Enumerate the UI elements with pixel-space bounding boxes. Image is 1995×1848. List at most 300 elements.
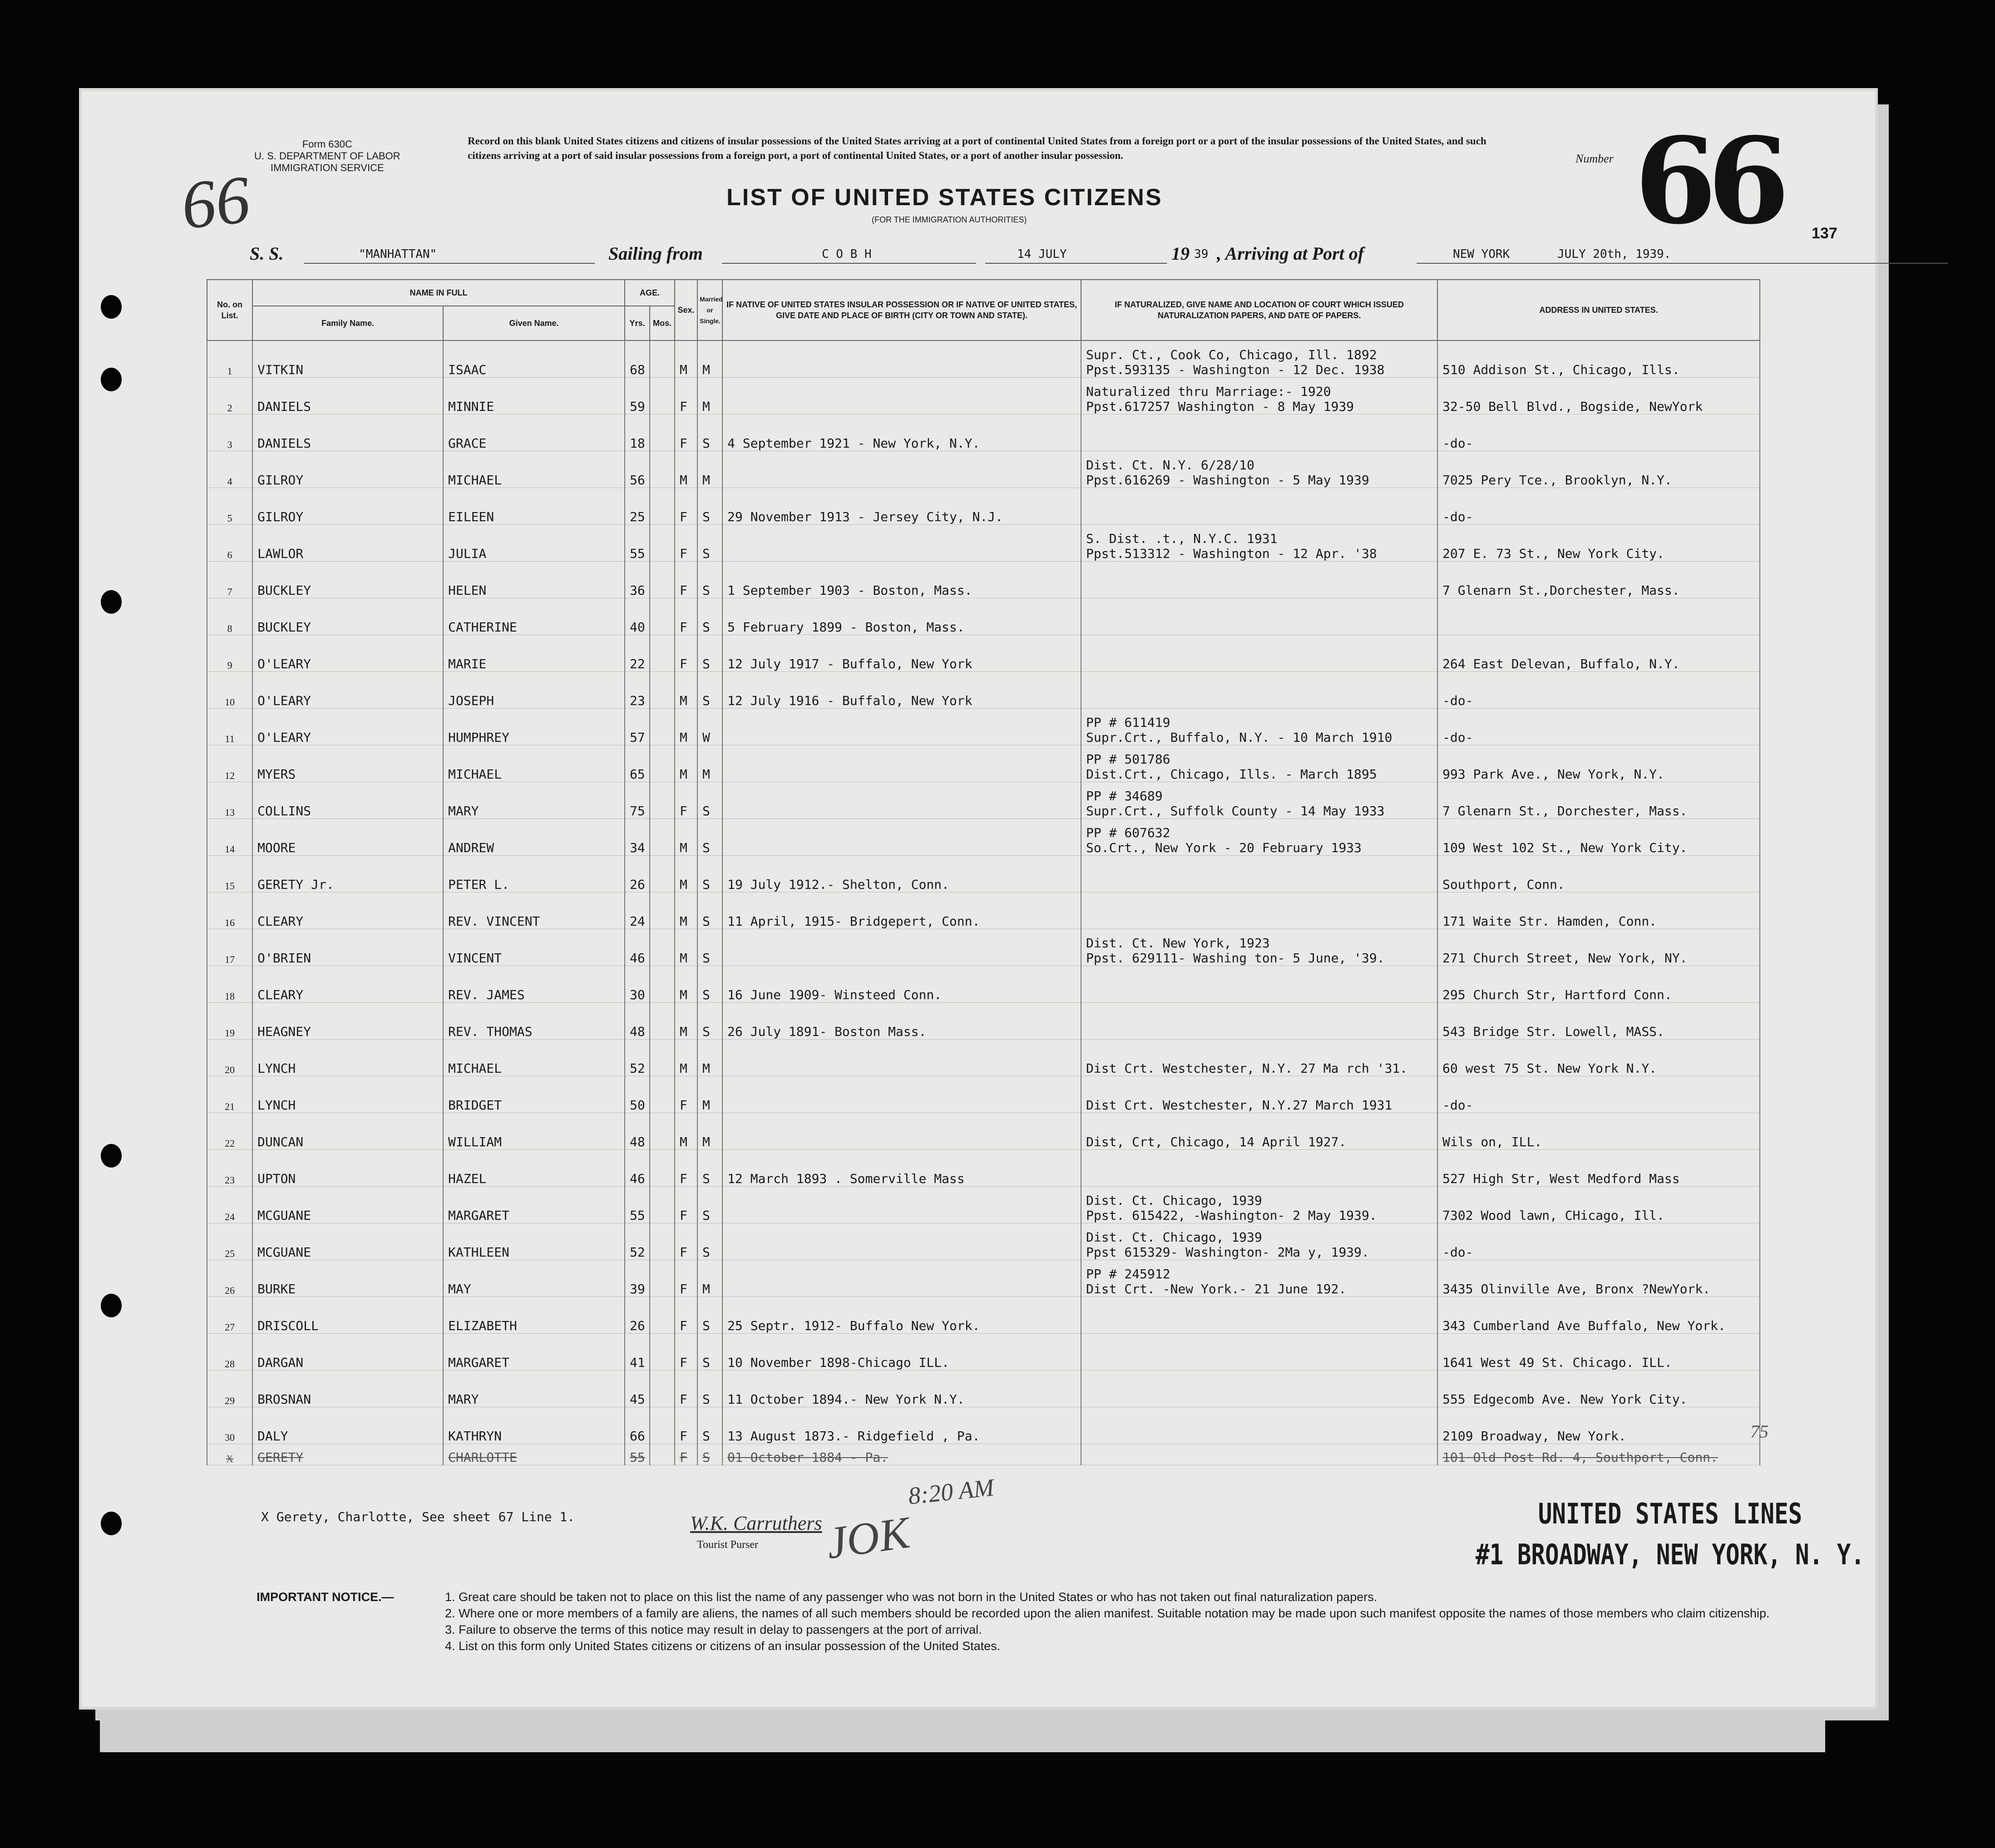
given-name: HELEN <box>443 562 625 598</box>
year-prefix: 19 <box>1171 243 1190 264</box>
age-months <box>650 782 675 819</box>
address: 7025 Pery Tce., Brooklyn, N.Y. <box>1437 451 1760 488</box>
naturalization-info <box>1081 340 1437 378</box>
naturalization-line-1: PP # 34689 <box>1086 788 1163 803</box>
family-name: BROSNAN <box>252 1370 443 1407</box>
table-row <box>207 1370 1760 1407</box>
birth-info <box>722 745 1081 782</box>
sex: M <box>675 966 697 1003</box>
arriving-label: , Arriving at Port of <box>1217 243 1364 264</box>
married-single: M <box>697 451 722 488</box>
binder-hole <box>101 590 122 614</box>
birth-info <box>722 709 1081 745</box>
table-row <box>207 1150 1760 1187</box>
birth-info: 19 July 1912.- Shelton, Conn. <box>722 856 1081 892</box>
sex: F <box>675 1187 697 1223</box>
naturalization-info <box>1081 598 1437 635</box>
given-name: MICHAEL <box>443 451 625 488</box>
naturalization-info <box>1081 378 1437 414</box>
married-single: S <box>697 856 722 892</box>
age-months <box>650 892 675 929</box>
family-name: CLEARY <box>252 966 443 1003</box>
family-name: VITKIN <box>252 340 443 378</box>
given-name: MICHAEL <box>443 1040 625 1076</box>
row-number: 24 <box>207 1187 252 1223</box>
table-row <box>207 929 1760 966</box>
married-single: S <box>697 819 722 856</box>
table-row <box>207 856 1760 892</box>
given-name: CATHERINE <box>443 598 625 635</box>
age-years: 55 <box>625 525 650 562</box>
age-months <box>650 1187 675 1223</box>
birth-info: 4 September 1921 - New York, N.Y. <box>722 414 1081 451</box>
sex: M <box>675 819 697 856</box>
given-name: MINNIE <box>443 378 625 414</box>
family-name: O'LEARY <box>252 635 443 672</box>
married-single: S <box>697 892 722 929</box>
birth-info: 26 July 1891- Boston Mass. <box>722 1003 1081 1040</box>
table-row <box>207 709 1760 745</box>
sex: M <box>675 672 697 709</box>
naturalization-line-2: Ppst. 629111- Washing ton- 5 June, '39. <box>1086 951 1385 966</box>
family-name: DRISCOLL <box>252 1297 443 1334</box>
table-row <box>207 1187 1760 1223</box>
married-single: S <box>697 488 722 525</box>
page-subtitle: (FOR THE IMMIGRATION AUTHORITIES) <box>872 215 1027 224</box>
sex: F <box>675 378 697 414</box>
birth-info <box>722 819 1081 856</box>
naturalization-line-1: Dist. Ct. New York, 1923 <box>1086 936 1270 951</box>
binder-hole <box>101 1294 122 1317</box>
notice-item: 1. Great care should be taken not to place on this list the name of any passenger who was not born in the United States or who has not taken out final naturalization papers. <box>445 1590 1378 1604</box>
naturalization-info <box>1081 856 1437 892</box>
address: 171 Waite Str. Hamden, Conn. <box>1437 892 1760 929</box>
birth-info <box>722 451 1081 488</box>
age-years: 68 <box>625 340 650 378</box>
row-number: 23 <box>207 1150 252 1187</box>
address: 510 Addison St., Chicago, Ills. <box>1437 340 1760 378</box>
family-name: BURKE <box>252 1260 443 1297</box>
table-row <box>207 1297 1760 1334</box>
naturalization-line-2: Ppst.593135 - Washington - 12 Dec. 1938 <box>1086 362 1385 377</box>
married-single: M <box>697 340 722 378</box>
family-name: LAWLOR <box>252 525 443 562</box>
naturalization-info <box>1081 966 1437 1003</box>
sex: F <box>675 1407 697 1444</box>
age-months <box>650 1260 675 1297</box>
table-row <box>207 562 1760 598</box>
sex: M <box>675 856 697 892</box>
ship-name: "MANHATTAN" <box>359 247 437 261</box>
table-row <box>207 1223 1760 1260</box>
given-name: PETER L. <box>443 856 625 892</box>
age-years: 41 <box>625 1334 650 1370</box>
given-name: ELIZABETH <box>443 1297 625 1334</box>
married-single: S <box>697 672 722 709</box>
family-name: CLEARY <box>252 892 443 929</box>
col-name-in-full: NAME IN FULL <box>252 280 625 306</box>
initials: JOK <box>823 1507 913 1569</box>
naturalization-line-2: Dist Crt. Westchester, N.Y. 27 Ma rch '31. <box>1086 1061 1408 1076</box>
birth-info: 1 September 1903 - Boston, Mass. <box>722 562 1081 598</box>
given-name: HUMPHREY <box>443 709 625 745</box>
naturalization-info <box>1081 1003 1437 1040</box>
age-months <box>650 562 675 598</box>
address: 207 E. 73 St., New York City. <box>1437 525 1760 562</box>
table-row <box>207 1260 1760 1297</box>
sex: F <box>675 782 697 819</box>
age-months <box>650 819 675 856</box>
birth-info <box>722 782 1081 819</box>
given-name: GRACE <box>443 414 625 451</box>
age-years: 52 <box>625 1040 650 1076</box>
age-months <box>650 856 675 892</box>
naturalization-info <box>1081 1223 1437 1260</box>
age-months <box>650 1223 675 1260</box>
family-name: DARGAN <box>252 1334 443 1370</box>
naturalization-info <box>1081 1040 1437 1076</box>
address: -do- <box>1437 414 1760 451</box>
table-row <box>207 378 1760 414</box>
row-number: 18 <box>207 966 252 1003</box>
naturalization-line-2: Dist, Crt, Chicago, 14 April 1927. <box>1086 1134 1347 1149</box>
age-months <box>650 1444 675 1465</box>
family-name: MOORE <box>252 819 443 856</box>
married-single: S <box>697 966 722 1003</box>
naturalization-info <box>1081 1407 1437 1444</box>
sheet-number: 66 <box>1635 112 1781 251</box>
age-months <box>650 635 675 672</box>
married-single: W <box>697 709 722 745</box>
sequence-number: 137 <box>1812 225 1837 242</box>
given-name: REV. VINCENT <box>443 892 625 929</box>
col-family: Family Name. <box>252 306 443 340</box>
row-number: 25 <box>207 1223 252 1260</box>
given-name: VINCENT <box>443 929 625 966</box>
age-years: 26 <box>625 856 650 892</box>
address: 109 West 102 St., New York City. <box>1437 819 1760 856</box>
naturalization-line-1: S. Dist. .t., N.Y.C. 1931 <box>1086 531 1278 546</box>
married-single: S <box>697 1003 722 1040</box>
naturalization-info <box>1081 562 1437 598</box>
given-name: REV. THOMAS <box>443 1003 625 1040</box>
age-months <box>650 451 675 488</box>
age-months <box>650 414 675 451</box>
row-number: 5 <box>207 488 252 525</box>
naturalization-info <box>1081 929 1437 966</box>
family-name: GILROY <box>252 488 443 525</box>
given-name: EILEEN <box>443 488 625 525</box>
address: -do- <box>1437 1076 1760 1113</box>
given-name: ISAAC <box>443 340 625 378</box>
row-number: 6 <box>207 525 252 562</box>
table-row <box>207 745 1760 782</box>
port-to: NEW YORK <box>1453 247 1510 261</box>
age-years: 56 <box>625 451 650 488</box>
table-row <box>207 340 1760 378</box>
sex: M <box>675 892 697 929</box>
sex: F <box>675 488 697 525</box>
table-row <box>207 1407 1760 1444</box>
binder-hole <box>101 1512 122 1535</box>
address: 1641 West 49 St. Chicago. ILL. <box>1437 1334 1760 1370</box>
age-months <box>650 929 675 966</box>
naturalization-line-1: Dist. Ct. N.Y. 6/28/10 <box>1086 458 1254 473</box>
table-row <box>207 782 1760 819</box>
notice-heading: IMPORTANT NOTICE.— <box>257 1590 394 1604</box>
age-years: 45 <box>625 1370 650 1407</box>
col-naturalized: IF NATURALIZED, GIVE NAME AND LOCATION OF COURT WHICH ISSUED NATURALIZATION PAPERS, AND DATE OF PAPERS. <box>1081 280 1437 340</box>
row-number: 19 <box>207 1003 252 1040</box>
sex: M <box>675 929 697 966</box>
naturalization-info <box>1081 1260 1437 1297</box>
table-row <box>207 966 1760 1003</box>
birth-info <box>722 1040 1081 1076</box>
sex: F <box>675 414 697 451</box>
sex: M <box>675 745 697 782</box>
naturalization-info <box>1081 1076 1437 1113</box>
birth-info: 01 October 1884 - Pa. <box>722 1444 1081 1465</box>
birth-info <box>722 525 1081 562</box>
table-row <box>207 598 1760 635</box>
birth-info: 25 Septr. 1912- Buffalo New York. <box>722 1297 1081 1334</box>
given-name: KATHRYN <box>443 1407 625 1444</box>
row-number: 14 <box>207 819 252 856</box>
row-number: 28 <box>207 1334 252 1370</box>
married-single: S <box>697 1187 722 1223</box>
birth-info: 16 June 1909- Winsteed Conn. <box>722 966 1081 1003</box>
table-row <box>207 1113 1760 1150</box>
row-number: 27 <box>207 1297 252 1334</box>
age-years: 55 <box>625 1444 650 1465</box>
col-mos: Mos. <box>650 306 675 340</box>
row-number: 3 <box>207 414 252 451</box>
naturalization-info <box>1081 525 1437 562</box>
naturalization-line-1: Dist. Ct. Chicago, 1939 <box>1086 1230 1262 1245</box>
number-label: Number <box>1575 152 1614 165</box>
address: 264 East Delevan, Buffalo, N.Y. <box>1437 635 1760 672</box>
age-years: 18 <box>625 414 650 451</box>
birth-info <box>722 929 1081 966</box>
row-number: 30 <box>207 1407 252 1444</box>
sex: M <box>675 1113 697 1150</box>
naturalization-line-1: Dist. Ct. Chicago, 1939 <box>1086 1193 1262 1208</box>
date-from: 14 JULY <box>1017 247 1067 261</box>
age-years: 22 <box>625 635 650 672</box>
naturalization-info <box>1081 414 1437 451</box>
table-row <box>207 1334 1760 1370</box>
row-number: 16 <box>207 892 252 929</box>
sex: F <box>675 635 697 672</box>
address: -do- <box>1437 709 1760 745</box>
age-months <box>650 709 675 745</box>
family-name: DALY <box>252 1407 443 1444</box>
address: Wils on, ILL. <box>1437 1113 1760 1150</box>
given-name: MARIE <box>443 635 625 672</box>
naturalization-line-2: Ppst.616269 - Washington - 5 May 1939 <box>1086 473 1369 488</box>
year-suffix: 39 <box>1194 247 1209 261</box>
sex: M <box>675 340 697 378</box>
address: 527 High Str, West Medford Mass <box>1437 1150 1760 1187</box>
naturalization-line-2: Ppst. 615422, -Washington- 2 May 1939. <box>1086 1208 1377 1223</box>
voyage-line <box>250 243 1830 266</box>
sex: M <box>675 1040 697 1076</box>
row-number: 12 <box>207 745 252 782</box>
purser-signature: W.K. Carruthers <box>690 1512 822 1534</box>
given-name: MARGARET <box>443 1334 625 1370</box>
naturalization-line-2: Dist Crt. -New York.- 21 June 192. <box>1086 1281 1347 1296</box>
family-name: COLLINS <box>252 782 443 819</box>
family-name: UPTON <box>252 1150 443 1187</box>
married-single: S <box>697 929 722 966</box>
sex: M <box>675 451 697 488</box>
table-row <box>207 488 1760 525</box>
married-single: S <box>697 1223 722 1260</box>
given-name: HAZEL <box>443 1150 625 1187</box>
age-years: 59 <box>625 378 650 414</box>
naturalization-line-2: Ppst.513312 - Washington - 12 Apr. '38 <box>1086 546 1377 561</box>
naturalization-info <box>1081 1370 1437 1407</box>
age-months <box>650 672 675 709</box>
sex: F <box>675 1076 697 1113</box>
table-row <box>207 635 1760 672</box>
birth-info: 12 March 1893 . Somerville Mass <box>722 1150 1081 1187</box>
family-name: O'BRIEN <box>252 929 443 966</box>
sex: F <box>675 1370 697 1407</box>
table-row <box>207 672 1760 709</box>
family-name: BUCKLEY <box>252 598 443 635</box>
age-years: 34 <box>625 819 650 856</box>
sex: F <box>675 525 697 562</box>
age-years: 50 <box>625 1076 650 1113</box>
row-number: 2 <box>207 378 252 414</box>
married-single: M <box>697 378 722 414</box>
birth-info: 29 November 1913 - Jersey City, N.J. <box>722 488 1081 525</box>
row-number: X <box>207 1444 252 1465</box>
address <box>1437 598 1760 635</box>
age-years: 24 <box>625 892 650 929</box>
sex: M <box>675 709 697 745</box>
table-row <box>207 414 1760 451</box>
married-single: M <box>697 1076 722 1113</box>
married-single: S <box>697 1297 722 1334</box>
row-number: 11 <box>207 709 252 745</box>
age-months <box>650 598 675 635</box>
row-number: 21 <box>207 1076 252 1113</box>
sex: F <box>675 1223 697 1260</box>
sex: M <box>675 1003 697 1040</box>
naturalization-info <box>1081 672 1437 709</box>
purser-title: Tourist Purser <box>697 1539 758 1551</box>
married-single: S <box>697 562 722 598</box>
naturalization-line-2: Ppst 615329- Washington- 2Ma y, 1939. <box>1086 1245 1369 1260</box>
married-single: S <box>697 414 722 451</box>
age-years: 48 <box>625 1113 650 1150</box>
row-number: 10 <box>207 672 252 709</box>
married-single: S <box>697 1444 722 1465</box>
address: 101 Old Post Rd. 4, Southport, Conn. <box>1437 1444 1760 1465</box>
address: 2109 Broadway, New York. <box>1437 1407 1760 1444</box>
age-years: 46 <box>625 1150 650 1187</box>
age-months <box>650 1076 675 1113</box>
naturalization-line-2: Supr.Crt., Buffalo, N.Y. - 10 March 1910 <box>1086 730 1393 745</box>
row-number: 20 <box>207 1040 252 1076</box>
address: 3435 Olinville Ave, Bronx ?NewYork. <box>1437 1260 1760 1297</box>
birth-info: 12 July 1917 - Buffalo, New York <box>722 635 1081 672</box>
address: 7 Glenarn St., Dorchester, Mass. <box>1437 782 1760 819</box>
naturalization-info <box>1081 892 1437 929</box>
address: -do- <box>1437 1223 1760 1260</box>
address: 60 west 75 St. New York N.Y. <box>1437 1040 1760 1076</box>
family-name: MCGUANE <box>252 1187 443 1223</box>
col-no: No. on List. <box>207 280 252 340</box>
given-name: WILLIAM <box>443 1113 625 1150</box>
age-years: 40 <box>625 598 650 635</box>
naturalization-line-2: Supr.Crt., Suffolk County - 14 May 1933 <box>1086 803 1385 818</box>
row-number: 15 <box>207 856 252 892</box>
row-number: 13 <box>207 782 252 819</box>
side-note: 75 <box>1750 1421 1768 1442</box>
birth-info: 10 November 1898-Chicago ILL. <box>722 1334 1081 1370</box>
notice-item: 4. List on this form only United States citizens or citizens of an insular possession of the United States. <box>445 1639 1001 1653</box>
given-name: KATHLEEN <box>443 1223 625 1260</box>
given-name: REV. JAMES <box>443 966 625 1003</box>
important-notice <box>257 1589 1782 1654</box>
age-years: 57 <box>625 709 650 745</box>
family-name: LYNCH <box>252 1040 443 1076</box>
col-age: AGE. <box>625 280 675 306</box>
married-single: S <box>697 1150 722 1187</box>
address: 7 Glenarn St.,Dorchester, Mass. <box>1437 562 1760 598</box>
sex: F <box>675 1444 697 1465</box>
notice-item: 2. Where one or more members of a family are aliens, the names of all such members should be recorded upon the alien manifest. Suitable notation may be made upon such manifest opposite the names of those members who claim citizenship. <box>445 1607 1770 1620</box>
naturalization-info <box>1081 1444 1437 1465</box>
address: Southport, Conn. <box>1437 856 1760 892</box>
cancelled-row <box>207 1444 1760 1465</box>
sex: F <box>675 598 697 635</box>
naturalization-info <box>1081 1187 1437 1223</box>
family-name: GERETY <box>252 1444 443 1465</box>
sex: F <box>675 1297 697 1334</box>
birth-info <box>722 378 1081 414</box>
naturalization-info <box>1081 819 1437 856</box>
age-years: 26 <box>625 1297 650 1334</box>
married-single: S <box>697 1407 722 1444</box>
naturalization-info <box>1081 1297 1437 1334</box>
sex: F <box>675 1334 697 1370</box>
given-name: JOSEPH <box>443 672 625 709</box>
address: 543 Bridge Str. Lowell, MASS. <box>1437 1003 1760 1040</box>
given-name: MICHAEL <box>443 745 625 782</box>
row-number: 29 <box>207 1370 252 1407</box>
sailing-label: Sailing from <box>608 243 703 264</box>
given-name: MARY <box>443 1370 625 1407</box>
married-single: S <box>697 1334 722 1370</box>
address: 271 Church Street, New York, NY. <box>1437 929 1760 966</box>
birth-info <box>722 1187 1081 1223</box>
naturalization-info <box>1081 451 1437 488</box>
given-name: ANDREW <box>443 819 625 856</box>
age-years: 48 <box>625 1003 650 1040</box>
married-single: S <box>697 598 722 635</box>
col-sex: Sex. <box>675 280 697 340</box>
given-name: JULIA <box>443 525 625 562</box>
sex: F <box>675 562 697 598</box>
passenger-table <box>207 279 1760 1465</box>
age-months <box>650 1297 675 1334</box>
birth-info: 11 October 1894.- New York N.Y. <box>722 1370 1081 1407</box>
address: 32-50 Bell Blvd., Bogside, NewYork <box>1437 378 1760 414</box>
